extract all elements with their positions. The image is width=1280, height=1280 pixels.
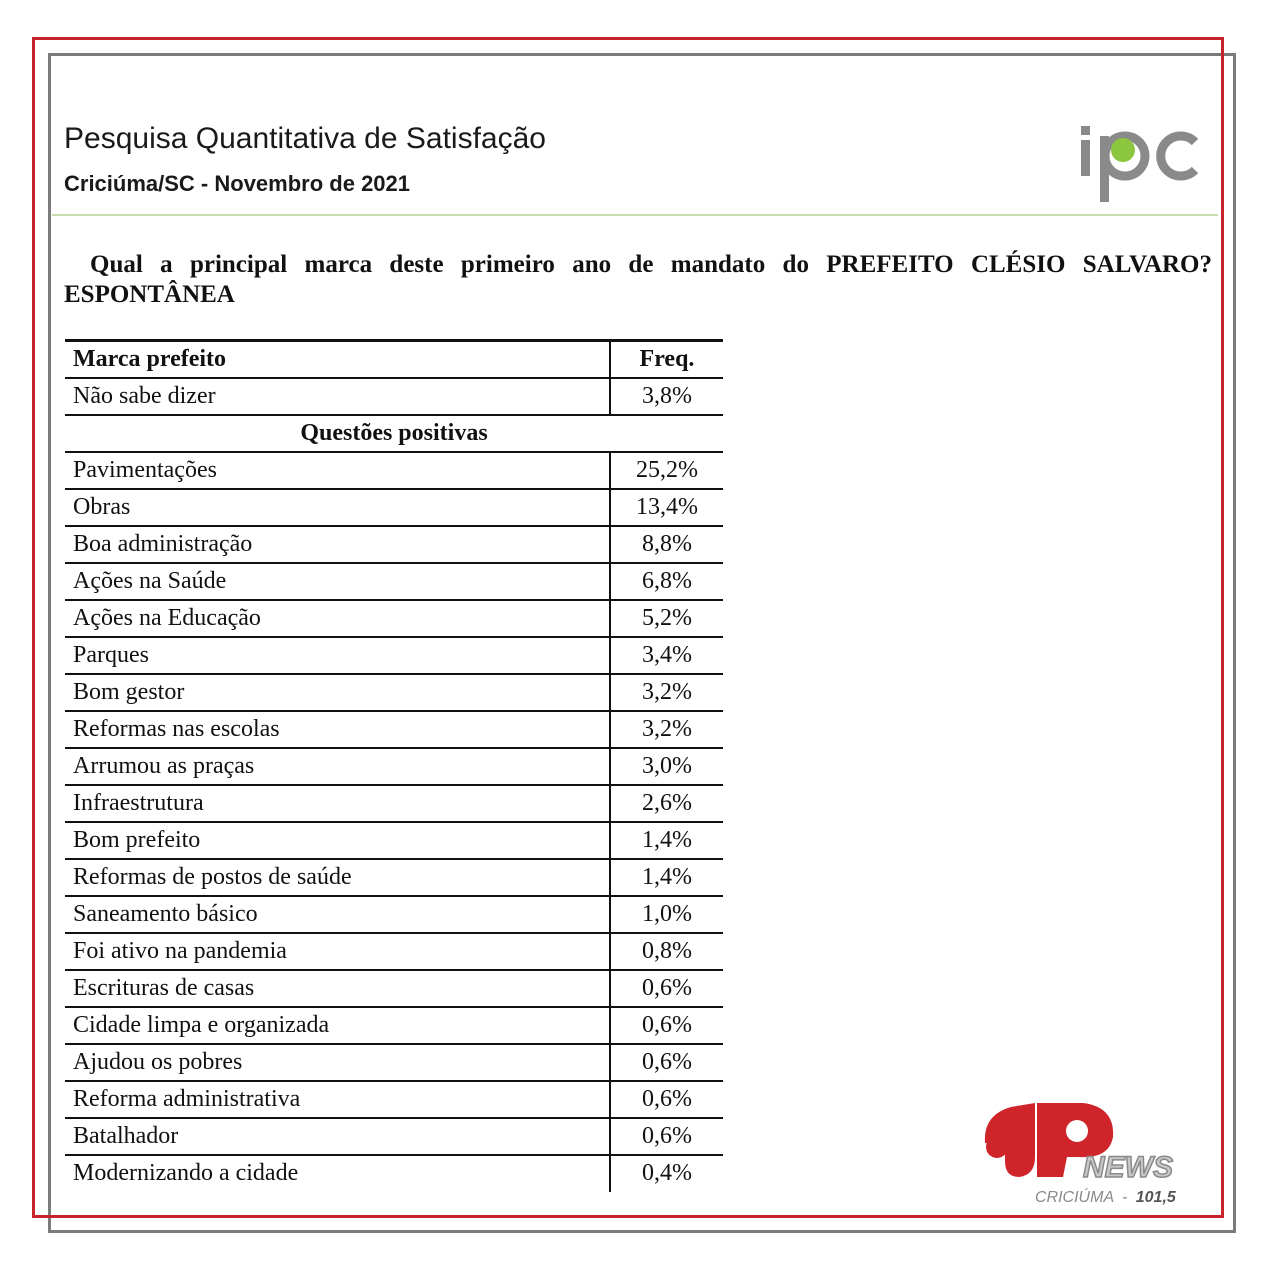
logo-city: CRICIÚMA xyxy=(1035,1189,1114,1206)
frequency-table xyxy=(65,339,723,1192)
row-label: Ajudou os pobres xyxy=(65,1044,610,1081)
row-label: Bom gestor xyxy=(65,674,610,711)
row-frequency: 0,6% xyxy=(610,970,723,1007)
row-frequency: 0,4% xyxy=(610,1155,723,1192)
table-header-row xyxy=(65,341,723,378)
row-label: Boa administração xyxy=(65,526,610,563)
row-label: Obras xyxy=(65,489,610,526)
row-label: Não sabe dizer xyxy=(65,378,610,415)
table-row xyxy=(65,452,723,489)
row-label: Pavimentações xyxy=(65,452,610,489)
row-frequency: 2,6% xyxy=(610,785,723,822)
row-label: Reformas nas escolas xyxy=(65,711,610,748)
table-row xyxy=(65,1007,723,1044)
row-frequency: 0,6% xyxy=(610,1118,723,1155)
table-row xyxy=(65,1044,723,1081)
table-body xyxy=(65,378,723,1192)
page-subtitle: Criciúma/SC - Novembro de 2021 xyxy=(64,171,411,196)
row-frequency: 0,6% xyxy=(610,1081,723,1118)
row-frequency: 3,2% xyxy=(610,674,723,711)
table-row xyxy=(65,489,723,526)
table-row xyxy=(65,600,723,637)
ipc-logo xyxy=(1075,120,1205,205)
row-label: Saneamento básico xyxy=(65,896,610,933)
row-label: Modernizando a cidade xyxy=(73,1160,299,1186)
row-label: Arrumou as praças xyxy=(65,748,610,785)
table-row xyxy=(65,711,723,748)
table-row xyxy=(65,526,723,563)
logo-separator: - xyxy=(1121,1189,1128,1206)
section-row xyxy=(65,415,723,452)
row-frequency: 3,8% xyxy=(610,378,723,415)
row-frequency: 3,4% xyxy=(610,637,723,674)
row-label: Foi ativo na pandemia xyxy=(65,933,610,970)
page-title: Pesquisa Quantitativa de Satisfação xyxy=(64,122,546,155)
row-label: Reformas de postos de saúde xyxy=(65,859,610,896)
row-label: Ações na Educação xyxy=(65,600,610,637)
column-header-frequency: Freq. xyxy=(610,341,723,378)
table-row xyxy=(65,637,723,674)
table-row xyxy=(65,785,723,822)
row-frequency: 0,6% xyxy=(610,1044,723,1081)
row-label: Bom prefeito xyxy=(65,822,610,859)
row-frequency: 1,0% xyxy=(610,896,723,933)
row-label: Infraestrutura xyxy=(65,785,610,822)
survey-question-text: Qual a principal marca deste primeiro ano de mandato do PREFEITO CLÉSIO SALVARO? ESPONTÂNEA xyxy=(64,251,1212,308)
column-header-label: Marca prefeito xyxy=(65,341,610,378)
row-frequency: 25,2% xyxy=(610,452,723,489)
svg-text:CRICIÚMA - 101,5 xyxy=(1035,1187,1177,1206)
row-frequency: 6,8% xyxy=(610,563,723,600)
row-label: Escrituras de casas xyxy=(65,970,610,1007)
row-frequency: 0,6% xyxy=(610,1007,723,1044)
row-frequency: 8,8% xyxy=(610,526,723,563)
row-frequency: 1,4% xyxy=(610,822,723,859)
table-row xyxy=(65,563,723,600)
row-frequency: 3,2% xyxy=(610,711,723,748)
table-row xyxy=(65,378,723,415)
row-label: Reforma administrativa xyxy=(65,1081,610,1118)
row-label: Parques xyxy=(65,637,610,674)
jp-news-logo xyxy=(975,1095,1205,1210)
row-label: Batalhador xyxy=(65,1118,610,1155)
row-label: Ações na Saúde xyxy=(65,563,610,600)
table-row xyxy=(65,933,723,970)
table-row xyxy=(65,822,723,859)
table-row xyxy=(65,674,723,711)
table-row xyxy=(65,896,723,933)
section-title: Questões positivas xyxy=(65,415,723,452)
news-wordmark: NEWS xyxy=(1083,1151,1173,1184)
table-row xyxy=(65,748,723,785)
table-row xyxy=(65,1118,723,1155)
row-frequency: 5,2% xyxy=(610,600,723,637)
table-row xyxy=(65,1155,723,1192)
header-divider xyxy=(52,214,1218,216)
logo-frequency: 101,5 xyxy=(1135,1189,1176,1206)
row-frequency: 0,8% xyxy=(610,933,723,970)
row-frequency: 1,4% xyxy=(610,859,723,896)
table-row xyxy=(65,1081,723,1118)
survey-question xyxy=(64,250,1212,310)
row-frequency: 3,0% xyxy=(610,748,723,785)
table-row xyxy=(65,859,723,896)
row-frequency: 13,4% xyxy=(610,489,723,526)
table-row xyxy=(65,970,723,1007)
row-label: Cidade limpa e organizada xyxy=(65,1007,610,1044)
